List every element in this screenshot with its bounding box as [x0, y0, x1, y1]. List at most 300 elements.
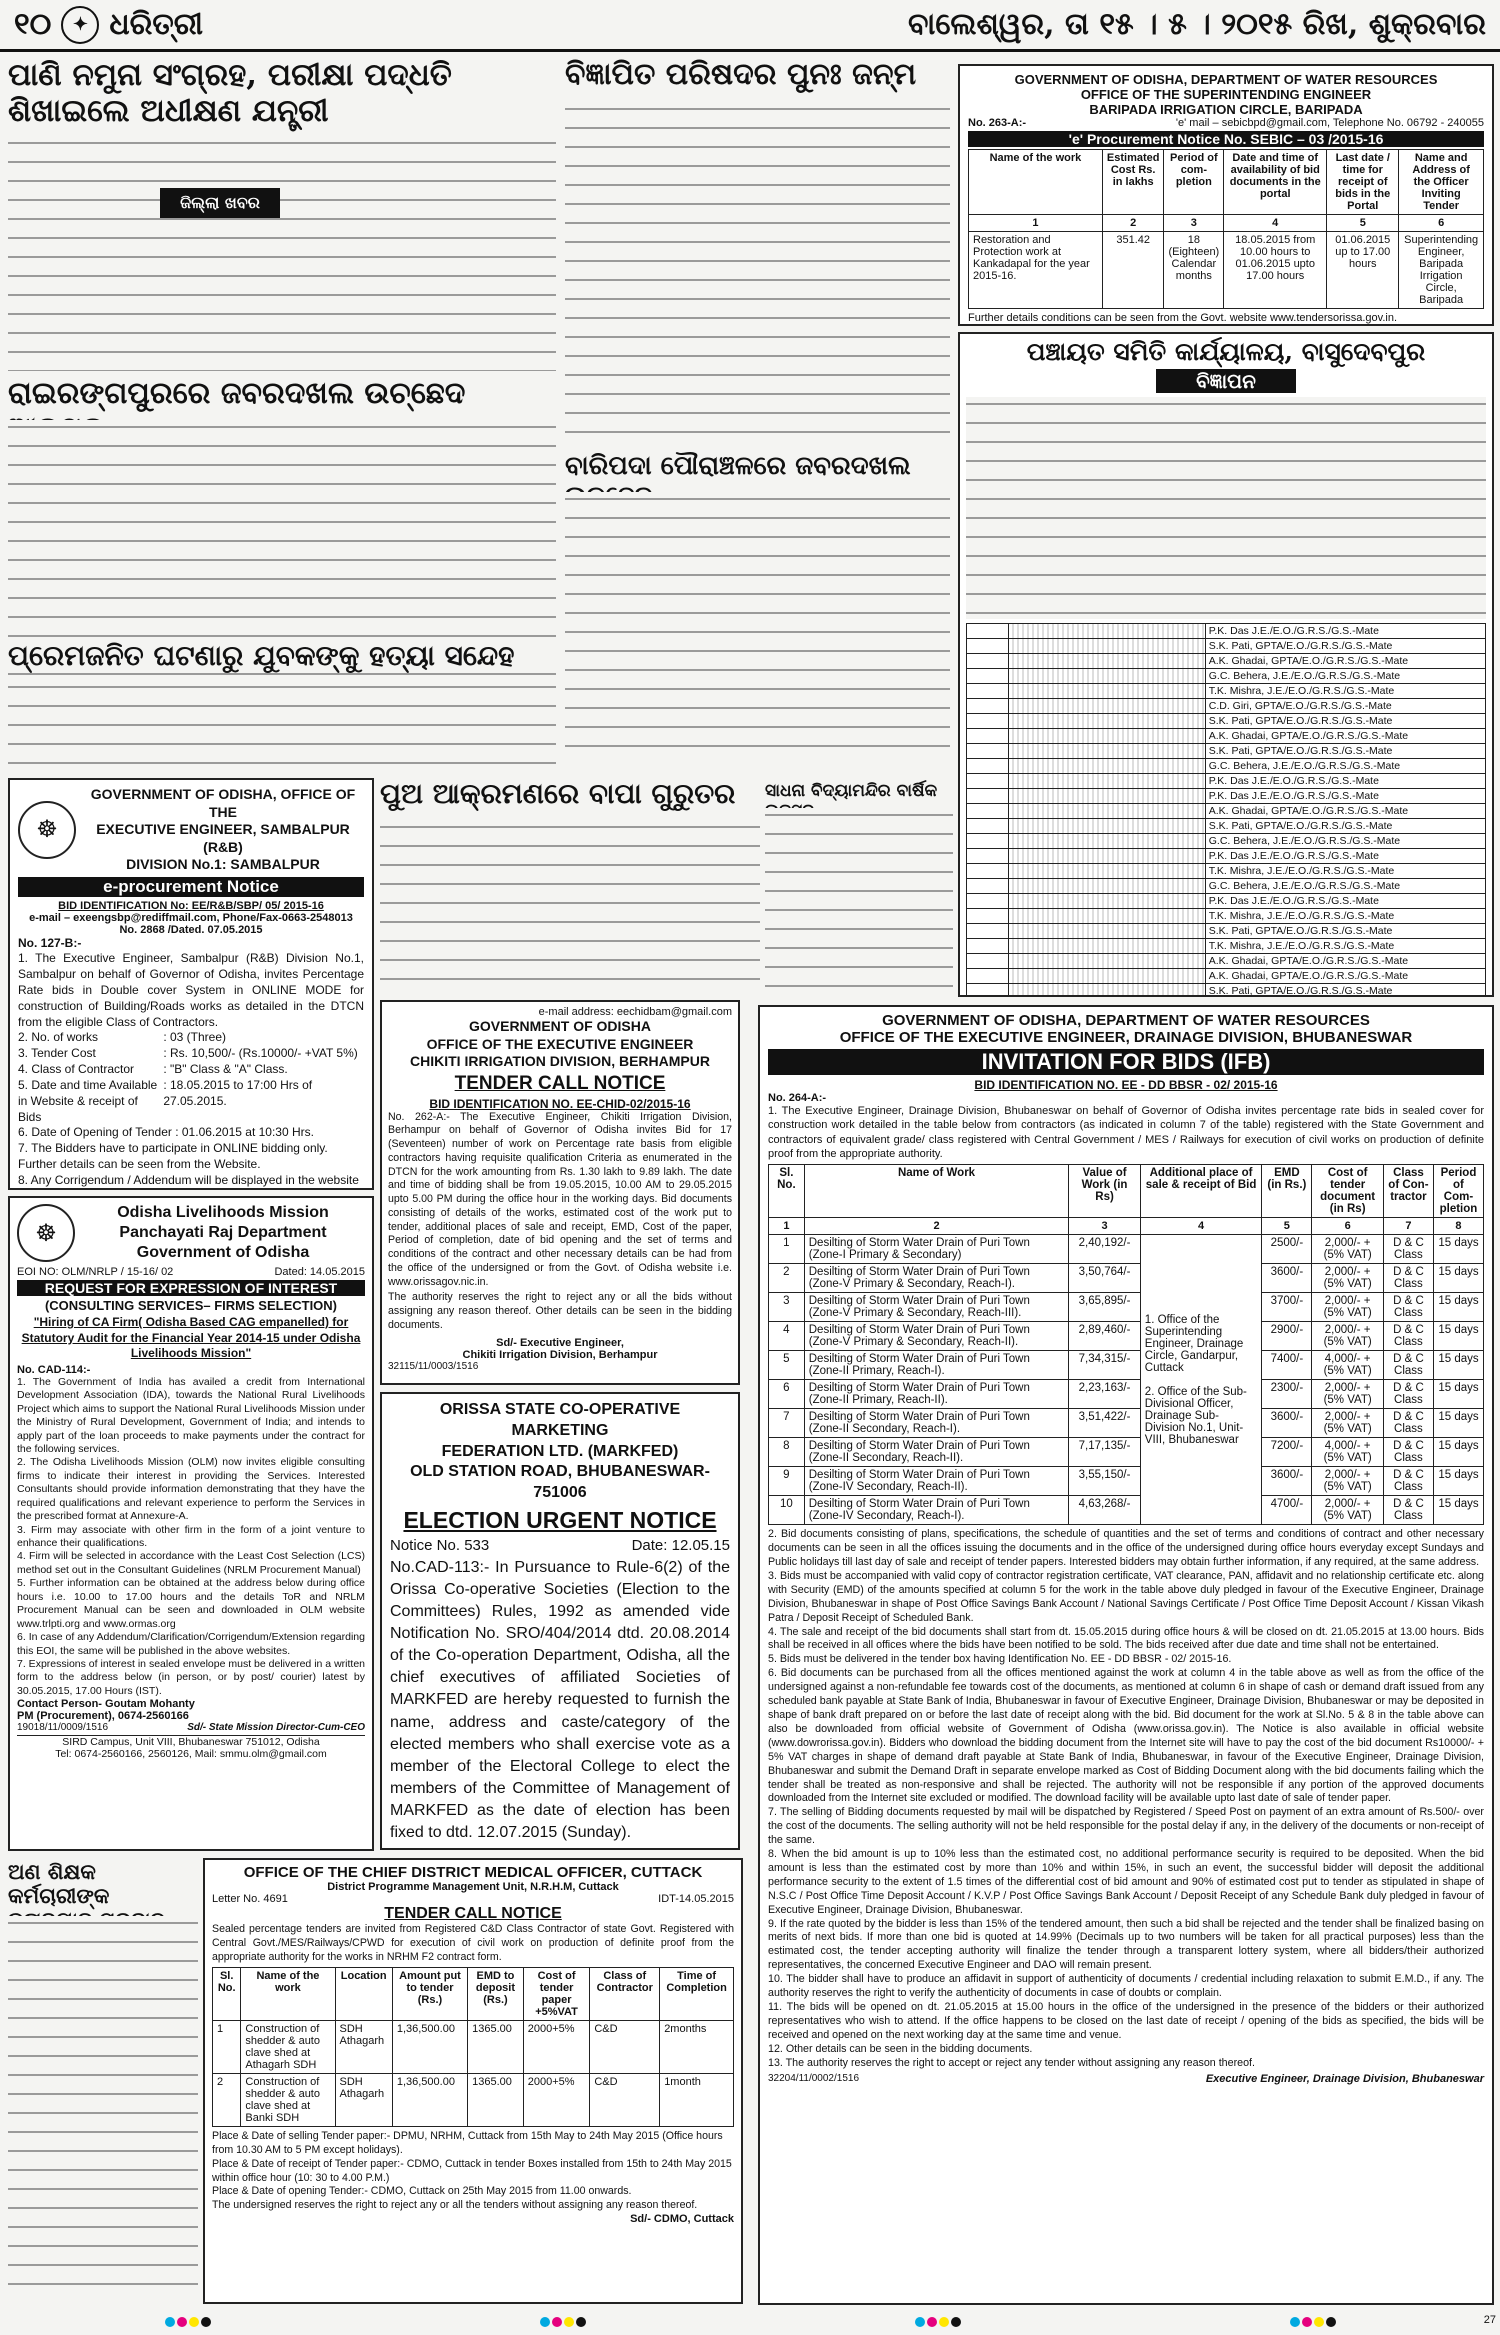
ifb-para-1: 1. The Executive Engineer, Drainage Division, Bhubaneswar on behalf of Governor of Odisha invites percentage rate bids in sealed cover for construction work detailed in the table below from contractors (as indicated in column 7 of the table) registered with the State Government and contractors of equivalent grade/ class registered with Central Government / MES / Railways for execution of civil works on production of definite proof from the appropriate authority. [768, 1105, 1484, 1160]
table-row [967, 803, 1486, 818]
panchayat-cell-officer: P.K. Das J.E./E.O./G.R.S./G.S.-Mate [1205, 623, 1485, 638]
table-row [967, 773, 1486, 788]
chikiti-sign2: Chikiti Irrigation Division, Berhampur [462, 1348, 658, 1361]
sebic-org1: GOVERNMENT OF ODISHA, DEPARTMENT OF WATER RESOURCES [1014, 72, 1438, 87]
chikiti-email: e-mail address: eechidbam@gmail.com [538, 1006, 732, 1018]
panchayat-table [966, 623, 1486, 997]
newspaper-logo-icon: ✦ [61, 6, 99, 44]
panchayat-cell-officer: P.K. Das J.E./E.O./G.R.S./G.S.-Mate [1205, 893, 1485, 908]
panchayat-cell-serial [967, 758, 1009, 773]
ifb-column-header: Cost of tender document (in Rs) [1312, 1165, 1384, 1218]
table-row [769, 1409, 1484, 1438]
panchayat-body-text [966, 397, 1486, 619]
ifb-cell: 3,55,150/- [1069, 1467, 1141, 1496]
panchayat-cell-officer: A.K. Ghadai, GPTA/E.O./G.R.S./G.S.-Mate [1205, 653, 1485, 668]
panchayat-cell-work [1008, 713, 1205, 728]
olm-title: REQUEST FOR EXPRESSION OF INTEREST [17, 1280, 365, 1296]
ifb-cell: D & C Class [1383, 1293, 1433, 1322]
chikiti-org1: GOVERNMENT OF ODISHA [468, 1018, 651, 1034]
ifb-para-9: 9. If the rate quoted by the bidder is less than 15% of the tendered amount, then such a bid shall be rejected and the tender shall be finalized basing on merits of next bids. If more than one bid is quoted at 14.99% (Decimals up to two numbers will be taken for all practical purposes) less than the estimated cost, the tender accepting authority will finalize the tender through a transparent lottery system, where all bidders/their authorized representatives, the concerned Executive Engineer and DAO will remain present. [768, 1917, 1484, 1972]
rnb-f5-key: 5. Date and time Available in Website & receipt of Bids [18, 1077, 158, 1124]
panchayat-cell-serial [967, 788, 1009, 803]
rnb-f5-val: : 18.05.2015 to 17:00 Hrs of 27.05.2015. [163, 1077, 313, 1108]
olm-sign: Sd/- State Mission Director-Cum-CEO [187, 1722, 365, 1734]
panchayat-cell-officer: G.C. Behera, J.E./E.O./G.R.S./G.S.-Mate [1205, 758, 1485, 773]
ad-markfed-election [380, 1392, 740, 1850]
ifb-table [768, 1164, 1484, 1525]
ifb-para-10: 10. The bidder shall have to produce an affidavit in support of authenticity of documents / credential including relaxation to submit E.M.D., if any. The authority reserves the right to verify the authenticity of documents in case of doubts or complain. [768, 1973, 1484, 2000]
panchayat-cell-serial [967, 908, 1009, 923]
rnb-org1: GOVERNMENT OF ODISHA, OFFICE OF THE [90, 786, 356, 820]
ifb-cell: 4,63,268/- [1069, 1496, 1141, 1525]
masthead-left [14, 6, 203, 44]
page-number: ୧୦ [14, 7, 52, 42]
sebic-org2: OFFICE OF THE SUPERINTENDING ENGINEER [1080, 87, 1372, 102]
ifb-cell: 3,51,422/- [1069, 1409, 1141, 1438]
panchayat-cell-serial [967, 953, 1009, 968]
cdmo-cell: C&D [590, 2021, 660, 2074]
panchayat-cell-serial [967, 668, 1009, 683]
table-row [967, 833, 1486, 848]
rnb-f2-key: 2. No. of works [18, 1030, 99, 1045]
table-row [967, 818, 1486, 833]
ifb-column-number: 3 [1069, 1218, 1141, 1235]
rnb-no: No. 127-B:- [18, 935, 82, 950]
ifb-cell: 2,000/- + (5% VAT) [1312, 1409, 1384, 1438]
olm-hiring: "Hiring of CA Firm( Odisha Based CAG empanelled) for Statutory Audit for the Financial Year 2014-15 under Odisha Livelihoods Mission" [21, 1315, 361, 1361]
ifb-para-5: 5. Bids must be delivered in the tender box having Identification No. EE - DD BBSR - 02/ 2015-16. [768, 1653, 1232, 1666]
ifb-cell: Desilting of Storm Water Drain of Puri Town (Zone-V Primary & Secondary, Reach-I). [804, 1264, 1069, 1293]
cyan-dot-icon [165, 2317, 175, 2327]
panchayat-subtitle: ବିଜ୍ଞାପନ [1156, 369, 1296, 393]
ifb-cell: 2900/- [1262, 1322, 1312, 1351]
sebic-col-period: Period of com-pletion [1164, 150, 1224, 215]
article-notified-council-body [565, 102, 950, 447]
ifb-cell: 3600/- [1262, 1467, 1312, 1496]
table-row [967, 938, 1486, 953]
chikiti-ref: 32115/11/0003/1516 [388, 1360, 479, 1372]
yellow-dot-icon [189, 2317, 199, 2327]
ifb-cell: Desilting of Storm Water Drain of Puri Town (Zone-IV Secondary, Reach-II). [804, 1467, 1069, 1496]
ifb-cell: 2,000/- + (5% VAT) [1312, 1293, 1384, 1322]
chikiti-title: TENDER CALL NOTICE [454, 1072, 666, 1094]
rnb-para-6: 6. Date of Opening of Tender : 01.06.2015 at 10:30 Hrs. [18, 1125, 314, 1140]
table-row [967, 908, 1486, 923]
panchayat-cell-work [1008, 863, 1205, 878]
panchayat-cell-work [1008, 653, 1205, 668]
ifb-cell: D & C Class [1383, 1467, 1433, 1496]
olm-address-2: Tel: 0674-2560166, 2560126, Mail: smmu.olm@gmail.com [55, 1748, 327, 1761]
article-murder-body [8, 680, 556, 775]
table-row [967, 713, 1486, 728]
panchayat-cell-officer: S.K. Pati, GPTA/E.O./G.R.S./G.S.-Mate [1205, 983, 1485, 997]
cdmo-column-header: Cost of tender paper +5%VAT [523, 1968, 590, 2021]
color-swatch-group [539, 2314, 587, 2332]
panchayat-cell-serial [967, 803, 1009, 818]
table-row [967, 788, 1486, 803]
ifb-cell: 10 [769, 1496, 805, 1525]
ifb-cell: 3 [769, 1293, 805, 1322]
table-row [967, 653, 1486, 668]
article-baripada-body [565, 492, 950, 762]
table-row [967, 638, 1486, 653]
ifb-cell: 6 [769, 1380, 805, 1409]
panchayat-cell-work [1008, 788, 1205, 803]
sebic-title: 'e' Procurement Notice No. SEBIC – 03 /2015-16 [968, 131, 1484, 147]
sebic-cell: 351.42 [1102, 232, 1164, 309]
olm-org3: Government of Odisha [136, 1244, 310, 1261]
ifb-cell: 3600/- [1262, 1409, 1312, 1438]
ifb-cell: 7400/- [1262, 1351, 1312, 1380]
table-row [769, 1293, 1484, 1322]
olm-dated: Dated: 14.05.2015 [274, 1266, 365, 1278]
table-row [769, 1351, 1484, 1380]
panchayat-cell-officer: T.K. Mishra, J.E./E.O./G.R.S./G.S.-Mate [1205, 863, 1485, 878]
cdmo-cell: 1,36,500.00 [392, 2021, 467, 2074]
black-dot-icon [951, 2317, 961, 2327]
ifb-cell: 15 days [1433, 1235, 1483, 1264]
cdmo-sign: Sd/- CDMO, Cuttack [630, 2212, 734, 2225]
ifb-cell: 5 [769, 1351, 805, 1380]
panchayat-cell-serial [967, 683, 1009, 698]
sebic-table [968, 149, 1484, 309]
panchayat-cell-work [1008, 908, 1205, 923]
black-dot-icon [201, 2317, 211, 2327]
ifb-cell: 3600/- [1262, 1264, 1312, 1293]
table-row [967, 953, 1486, 968]
ad-chikiti-tender [380, 1000, 740, 1385]
cdmo-column-header: EMD to deposit (Rs.) [468, 1968, 524, 2021]
black-dot-icon [576, 2317, 586, 2327]
table-row [769, 1322, 1484, 1351]
ifb-cell: 15 days [1433, 1467, 1483, 1496]
panchayat-cell-work [1008, 893, 1205, 908]
cdmo-cell: 2months [660, 2021, 734, 2074]
panchayat-cell-work [1008, 968, 1205, 983]
ifb-cell: 15 days [1433, 1322, 1483, 1351]
markfed-title: ELECTION URGENT NOTICE [403, 1506, 717, 1533]
olm-para-2: 2. The Odisha Livelihoods Mission (OLM) now invites eligible consulting firms to indicate their interest in providing the Services. Interested Consultants should provide information demonstrating that they have the required qualifications and relevant experience to perform the Services in the prescribed format at Annexure-A. [17, 1456, 365, 1523]
sebic-col-officer: Name and Address of the Officer Inviting Tender [1399, 150, 1484, 215]
panchayat-cell-serial [967, 818, 1009, 833]
masthead [0, 0, 1500, 52]
ifb-cell: 3,50,764/- [1069, 1264, 1141, 1293]
panchayat-cell-serial [967, 923, 1009, 938]
cdmo-cell: 1365.00 [468, 2074, 524, 2127]
ifb-cell: 9 [769, 1467, 805, 1496]
ifb-column-number: 5 [1262, 1218, 1312, 1235]
cdmo-cell: 2000+5% [523, 2021, 590, 2074]
table-row [967, 758, 1486, 773]
table-row [769, 1467, 1484, 1496]
chikiti-reserve: The authority reserves the right to reject any or all the bids without assigning any reason thereof. Other details can be seen in the bidding documents. [388, 1291, 732, 1331]
ifb-table-header [769, 1165, 1484, 1218]
sebic-num: 4 [1224, 215, 1327, 232]
ifb-para-7: 7. The selling of Bidding documents requested by mail will be dispatched by Registered / Speed Post on payment of an extra amount of Rs.500/- over the cost of the documents. The selling authority will not be held responsible for the postal delay if any, in the delivery of the documents or non-receipt of the same. [768, 1806, 1484, 1847]
panchayat-cell-serial [967, 968, 1009, 983]
ad-ifb-drainage [758, 1005, 1494, 2305]
markfed-ref [390, 1848, 481, 1850]
markfed-org3: OLD STATION ROAD, BHUBANESWAR-751006 [410, 1463, 710, 1502]
ifb-cell: 2,23,163/- [1069, 1380, 1141, 1409]
headline-notified-council: ବିଜ୍ଞାପିତ ପରିଷଦର ପୁନଃ ଜନ୍ମ [565, 57, 917, 92]
ifb-cell: 15 days [1433, 1438, 1483, 1467]
cdmo-sub: District Programme Management Unit, N.R.H.M, Cuttack [327, 1881, 619, 1893]
ad-rnb-sambalpur [8, 778, 374, 1190]
magenta-dot-icon [552, 2317, 562, 2327]
panchayat-cell-work [1008, 728, 1205, 743]
olm-no: No. CAD-114:- [17, 1363, 91, 1376]
panchayat-cell-officer: G.C. Behera, J.E./E.O./G.R.S./G.S.-Mate [1205, 668, 1485, 683]
ifb-cell: 15 days [1433, 1409, 1483, 1438]
ifb-cell: Desilting of Storm Water Drain of Puri Town (Zone-II Secondary, Reach-I). [804, 1409, 1069, 1438]
table-row [967, 923, 1486, 938]
sebic-num: 1 [969, 215, 1103, 232]
ifb-cell: D & C Class [1383, 1438, 1433, 1467]
ifb-cell: D & C Class [1383, 1322, 1433, 1351]
rnb-f4-val: : "B" Class & "A" Class. [163, 1062, 288, 1077]
panchayat-cell-work [1008, 803, 1205, 818]
table-row [967, 668, 1486, 683]
panchayat-cell-serial [967, 713, 1009, 728]
sebic-no: No. 263-A:- [968, 117, 1027, 129]
table-row [769, 1380, 1484, 1409]
ifb-cell: 2,000/- + (5% VAT) [1312, 1322, 1384, 1351]
table-row [967, 878, 1486, 893]
panchayat-cell-work [1008, 638, 1205, 653]
ifb-table-numbers [769, 1218, 1484, 1235]
yellow-dot-icon [564, 2317, 574, 2327]
panchayat-cell-officer: P.K. Das J.E./E.O./G.R.S./G.S.-Mate [1205, 773, 1485, 788]
rnb-bid-id: BID IDENTIFICATION No: EE/R&B/SBP/ 05/ 2015-16 [58, 899, 324, 912]
ifb-column-number: 7 [1383, 1218, 1433, 1235]
panchayat-cell-serial [967, 848, 1009, 863]
sebic-sign [1139, 324, 1484, 326]
markfed-notice-no: Notice No. 533 [390, 1536, 490, 1554]
ifb-cell: 2,000/- + (5% VAT) [1312, 1235, 1384, 1264]
markfed-date: Date: 12.05.15 [631, 1536, 730, 1554]
rnb-f4-key: 4. Class of Contractor [18, 1062, 135, 1077]
ifb-column-number: 1 [769, 1218, 805, 1235]
ad-cdmo-cuttack [203, 1858, 743, 2304]
panchayat-cell-officer: T.K. Mishra, J.E./E.O./G.R.S./G.S.-Mate [1205, 938, 1485, 953]
panchayat-cell-officer: C.D. Giri, GPTA/E.O./G.R.S./G.S.-Mate [1205, 698, 1485, 713]
table-row [967, 863, 1486, 878]
panchayat-cell-serial [967, 698, 1009, 713]
ifb-column-header: EMD (in Rs.) [1262, 1165, 1312, 1218]
panchayat-cell-serial [967, 638, 1009, 653]
ifb-cell: Desilting of Storm Water Drain of Puri Town (Zone-V Primary & Secondary, Reach-III). [804, 1293, 1069, 1322]
rnb-f2-val: : 03 (Three) [163, 1030, 227, 1045]
cdmo-cell: 1month [660, 2074, 734, 2127]
cdmo-cell: 1365.00 [468, 2021, 524, 2074]
table-row [967, 683, 1486, 698]
panchayat-cell-officer: G.C. Behera, J.E./E.O./G.R.S./G.S.-Mate [1205, 833, 1485, 848]
ifb-column-header: Value of Work (in Rs) [1069, 1165, 1141, 1218]
panchayat-cell-serial [967, 893, 1009, 908]
ifb-cell: 2,40,192/- [1069, 1235, 1141, 1264]
sebic-cell: 18 (Eighteen) Calendar months [1164, 232, 1224, 309]
ifb-para-12: 12. Other details can be seen in the bidding documents. [768, 2042, 1033, 2055]
cdmo-cell: 1,36,500.00 [392, 2074, 467, 2127]
cdmo-para-1: Place & Date of selling Tender paper:- DPMU, NRHM, Cuttack from 15th May to 24th May 2015 (Office hours from 10.30 AM to 5 PM except holidays). [212, 2130, 723, 2157]
odisha-emblem-icon: ☸ [18, 801, 76, 859]
ifb-cell: 15 days [1433, 1293, 1483, 1322]
ifb-column-header: Additional place of sale & receipt of Bid [1140, 1165, 1262, 1218]
rnb-title: e-procurement Notice [18, 877, 364, 897]
ifb-cell-place: 1. Office of the Superintending Engineer, Drainage Circle, Gandarpur, Cuttack 2. Office of the Sub-Divisional Officer, Drainage Sub-Division No.1, Unit-VIII, Bhubaneswar [1140, 1235, 1262, 1525]
panchayat-cell-officer: S.K. Pati, GPTA/E.O./G.R.S./G.S.-Mate [1205, 818, 1485, 833]
table-row [967, 728, 1486, 743]
sebic-further: Further details conditions can be seen from the Govt. website www.tendersorissa.gov.in. [968, 312, 1398, 324]
ifb-column-header: Name of Work [804, 1165, 1069, 1218]
chikiti-org3: CHIKITI IRRIGATION DIVISION, BERHAMPUR [410, 1053, 710, 1069]
ifb-cell: Desilting of Storm Water Drain of Puri Town (Zone-II Secondary, Reach-II). [804, 1438, 1069, 1467]
ifb-cell: 15 days [1433, 1496, 1483, 1525]
panchayat-cell-work [1008, 833, 1205, 848]
ifb-para-4: 4. The sale and receipt of the bid documents shall start from dt. 15.05.2015 during office hours & will be closed on dt. 21.05.2015 at 13.00 hours. Bids shall be received in all offices where the bids have been notified to be sold. The bids received after due date and time shall not be entertained. [768, 1625, 1484, 1652]
sebic-contact: 'e' mail – sebicbpd@gmail.com, Telephone No. 06792 - 240055 [1175, 117, 1484, 129]
table-row [769, 1496, 1484, 1525]
olm-para-7: 7. Expressions of interest in sealed envelope must be delivered in a written form to the address below (in person, or by post/ courier) latest by 30.05.2015, 17.00 Hours (IST). [17, 1657, 365, 1697]
markfed-org1: ORISSA STATE CO-OPERATIVE MARKETING [439, 1401, 681, 1439]
olm-para-6: 6. In case of any Addendum/Clarification/Corrigendum/Extension regarding this EOI, the same will be published in the above websites. [17, 1631, 365, 1657]
table-row [213, 2074, 734, 2127]
rnb-org3: DIVISION No.1: SAMBALPUR [126, 856, 320, 872]
ifb-cell: Desilting of Storm Water Drain of Puri Town (Zone-II Primary, Reach-I). [804, 1351, 1069, 1380]
panchayat-cell-work [1008, 743, 1205, 758]
article-school-function-body [765, 808, 953, 998]
ifb-cell: D & C Class [1383, 1235, 1433, 1264]
ifb-org2: OFFICE OF THE EXECUTIVE ENGINEER, DRAINAGE DIVISION, BHUBANESWAR [839, 1029, 1413, 1046]
ifb-cell: 2,89,460/- [1069, 1322, 1141, 1351]
panchayat-cell-officer: S.K. Pati, GPTA/E.O./G.R.S./G.S.-Mate [1205, 743, 1485, 758]
chikiti-sign1: Sd/- Executive Engineer, [496, 1336, 624, 1349]
markfed-body: No.CAD-113:- In Pursuance to Rule-6(2) of the Orissa Co-operative Societies (Election to the Committees) Rules, 1992 as amended vide Notification No. SRO/404/2014 dtd. 20.08.2014 of the Co-operation Department, Odisha, all the chief executives of affiliated Societies of MARKFED are hereby requested to furnish the name, address and caste/category of the elected members who shall exercise vote as a member of the Electoral College to elect the members of the Committee of Management of MARKFED as the date of election has been fixed to dtd. 12.07.2015 (Sunday). [390, 1558, 730, 1841]
rnb-no-date: No. 2868 /Dated. 07.05.2015 [119, 923, 263, 936]
panchayat-cell-officer: P.K. Das J.E./E.O./G.R.S./G.S.-Mate [1205, 848, 1485, 863]
ifb-ref: 32204/11/0002/1516 [768, 2072, 860, 2084]
sebic-col-cost: Estimated Cost Rs. in lakhs [1102, 150, 1164, 215]
cdmo-idt: IDT-14.05.2015 [658, 1893, 734, 1905]
table-row [967, 848, 1486, 863]
ifb-cell: 15 days [1433, 1351, 1483, 1380]
article-non-teaching-body [8, 1916, 198, 2302]
cdmo-column-header: Amount put to tender (Rs.) [392, 1968, 467, 2021]
cdmo-cell: Construction of shedder & auto clave shed at Athagarh SDH [241, 2021, 335, 2074]
ifb-cell: 4,000/- + (5% VAT) [1312, 1351, 1384, 1380]
ifb-cell: D & C Class [1383, 1380, 1433, 1409]
table-row [967, 743, 1486, 758]
sebic-cell: Superintending Engineer, Baripada Irrigation Circle, Baripada [1399, 232, 1484, 309]
ifb-title: INVITATION FOR BIDS (IFB) [768, 1049, 1484, 1075]
panchayat-cell-work [1008, 923, 1205, 938]
headline-murder: ପ୍ରେମଜନିତ ଘଟଣାରୁ ଯୁବକଙ୍କୁ ହତ୍ୟା ସନ୍ଦେହ [8, 640, 556, 672]
ifb-cell: 2300/- [1262, 1380, 1312, 1409]
panchayat-cell-serial [967, 653, 1009, 668]
markfed-org2: FEDERATION LTD. (MARKFED) [441, 1442, 679, 1460]
panchayat-cell-officer: T.K. Mishra, J.E./E.O./G.R.S./G.S.-Mate [1205, 683, 1485, 698]
magenta-dot-icon [1302, 2317, 1312, 2327]
panchayat-cell-officer: G.C. Behera, J.E./E.O./G.R.S./G.S.-Mate [1205, 878, 1485, 893]
rnb-para-1: 1. The Executive Engineer, Sambalpur (R&B) Division No.1, Sambalpur on behalf of Governor of Odisha, invites Percentage Rate bids in Double cover System in ONLINE MODE for construction of Building/Roads works as detailed in the DTCN from the eligible Class of Contractors. [18, 951, 364, 1029]
olm-pm: PM (Procurement), 0674-2560166 [17, 1710, 189, 1723]
ifb-bid-id: BID IDENTIFICATION NO. EE - DD BBSR - 02/ 2015-16 [974, 1078, 1278, 1092]
cdmo-title: TENDER CALL NOTICE [384, 1905, 562, 1922]
sebic-table-numbers [969, 215, 1484, 232]
sebic-cell: Restoration and Protection work at Kankadapal for the year 2015-16. [969, 232, 1103, 309]
table-row [967, 893, 1486, 908]
panchayat-cell-officer: A.K. Ghadai, GPTA/E.O./G.R.S./G.S.-Mate [1205, 953, 1485, 968]
cdmo-cell: 2000+5% [523, 2074, 590, 2127]
cdmo-letter: Letter No. 4691 [212, 1893, 288, 1905]
ifb-para-13: 13. The authority reserves the right to accept or reject any tender without assigning any reason thereof. [768, 2056, 1255, 2069]
panchayat-cell-officer: A.K. Ghadai, GPTA/E.O./G.R.S./G.S.-Mate [1205, 968, 1485, 983]
rnb-f3-val: : Rs. 10,500/- (Rs.10000/- +VAT 5%) [163, 1046, 358, 1061]
olm-contact: Contact Person- Goutam Mohanty [17, 1698, 195, 1711]
panchayat-cell-work [1008, 623, 1205, 638]
ifb-cell: 4,000/- + (5% VAT) [1312, 1438, 1384, 1467]
ifb-cell: 7,34,315/- [1069, 1351, 1141, 1380]
cdmo-org: OFFICE OF THE CHIEF DISTRICT MEDICAL OFFICER, CUTTACK [243, 1864, 703, 1881]
olm-para-3: 3. Firm may associate with other firm in the form of a joint venture to enhance their qualifications. [17, 1523, 365, 1550]
sebic-ref [968, 324, 1059, 326]
cyan-dot-icon [915, 2317, 925, 2327]
panchayat-title: ପଞ୍ଚାୟତ ସମିତି କାର୍ଯ୍ୟାଳୟ, ବାସୁଦେବପୁର [1026, 337, 1426, 366]
color-swatch-group [914, 2314, 962, 2332]
panchayat-cell-officer: P.K. Das J.E./E.O./G.R.S./G.S.-Mate [1205, 788, 1485, 803]
olm-org1: Odisha Livelihoods Mission [117, 1204, 329, 1221]
ifb-cell: 4700/- [1262, 1496, 1312, 1525]
cdmo-cell: C&D [590, 2074, 660, 2127]
headline-baripada: ବାରିପଦା ପୌରାଞ୍ଚଳରେ ଜବରଦଖଲ [565, 451, 911, 481]
cdmo-column-header: Name of the work [241, 1968, 335, 2021]
sebic-col-work: Name of the work [969, 150, 1103, 215]
ifb-cell: 7 [769, 1409, 805, 1438]
ifb-para-11: 11. The bids will be opened on dt. 21.05.2015 at 15.00 hours in the office of the undersigned in the presence of the bidders or their authorized representatives who wish to attend. If the office happens to be closed on the last date of receipt / opening of the bids as specified, the bids will be received and opened on the next working day at the same time and venue. [768, 2001, 1484, 2041]
panchayat-cell-work [1008, 983, 1205, 997]
ifb-column-number: 8 [1433, 1218, 1483, 1235]
article-son-attack-body [380, 820, 760, 992]
panchayat-cell-serial [967, 728, 1009, 743]
registration-marks [0, 2313, 1500, 2333]
panchayat-cell-officer: T.K. Mishra, J.E./E.O./G.R.S./G.S.-Mate [1205, 908, 1485, 923]
black-dot-icon [1326, 2317, 1336, 2327]
ifb-cell: 1 [769, 1235, 805, 1264]
sebic-col-availability: Date and time of availability of bid documents in the portal [1224, 150, 1327, 215]
district-news-badge: ଜିଲ୍ଲା ଖବର [160, 188, 280, 218]
olm-subtitle: (CONSULTING SERVICES– FIRMS SELECTION) [44, 1298, 338, 1313]
panchayat-cell-serial [967, 623, 1009, 638]
headline-rairangpur: ରାଇରଙ୍ଗପୁରରେ ଜବରଦଖଲ ଉଚ୍ଛେଦ [8, 376, 466, 411]
ifb-cell: Desilting of Storm Water Drain of Puri Town (Zone-II Primary, Reach-II). [804, 1380, 1069, 1409]
panchayat-cell-serial [967, 983, 1009, 997]
panchayat-cell-work [1008, 953, 1205, 968]
panchayat-cell-work [1008, 773, 1205, 788]
panchayat-cell-work [1008, 848, 1205, 863]
ifb-cell: 2,000/- + (5% VAT) [1312, 1264, 1384, 1293]
cyan-dot-icon [1290, 2317, 1300, 2327]
olm-eoi-no: EOI NO: OLM/NRLP / 15-16/ 02 [17, 1266, 174, 1278]
ifb-column-header: Period of Com-pletion [1433, 1165, 1483, 1218]
sebic-cell: 18.05.2015 from 10.00 hours to 01.06.2015 upto 17.00 hours [1224, 232, 1327, 309]
sebic-num: 6 [1399, 215, 1484, 232]
ifb-cell: 4 [769, 1322, 805, 1351]
cdmo-cell: SDH Athagarh [335, 2021, 392, 2074]
table-row [769, 1264, 1484, 1293]
panchayat-cell-officer: A.K. Ghadai, GPTA/E.O./G.R.S./G.S.-Mate [1205, 803, 1485, 818]
ifb-cell: Desilting of Storm Water Drain of Puri Town (Zone-V Primary & Secondary, Reach-II). [804, 1322, 1069, 1351]
